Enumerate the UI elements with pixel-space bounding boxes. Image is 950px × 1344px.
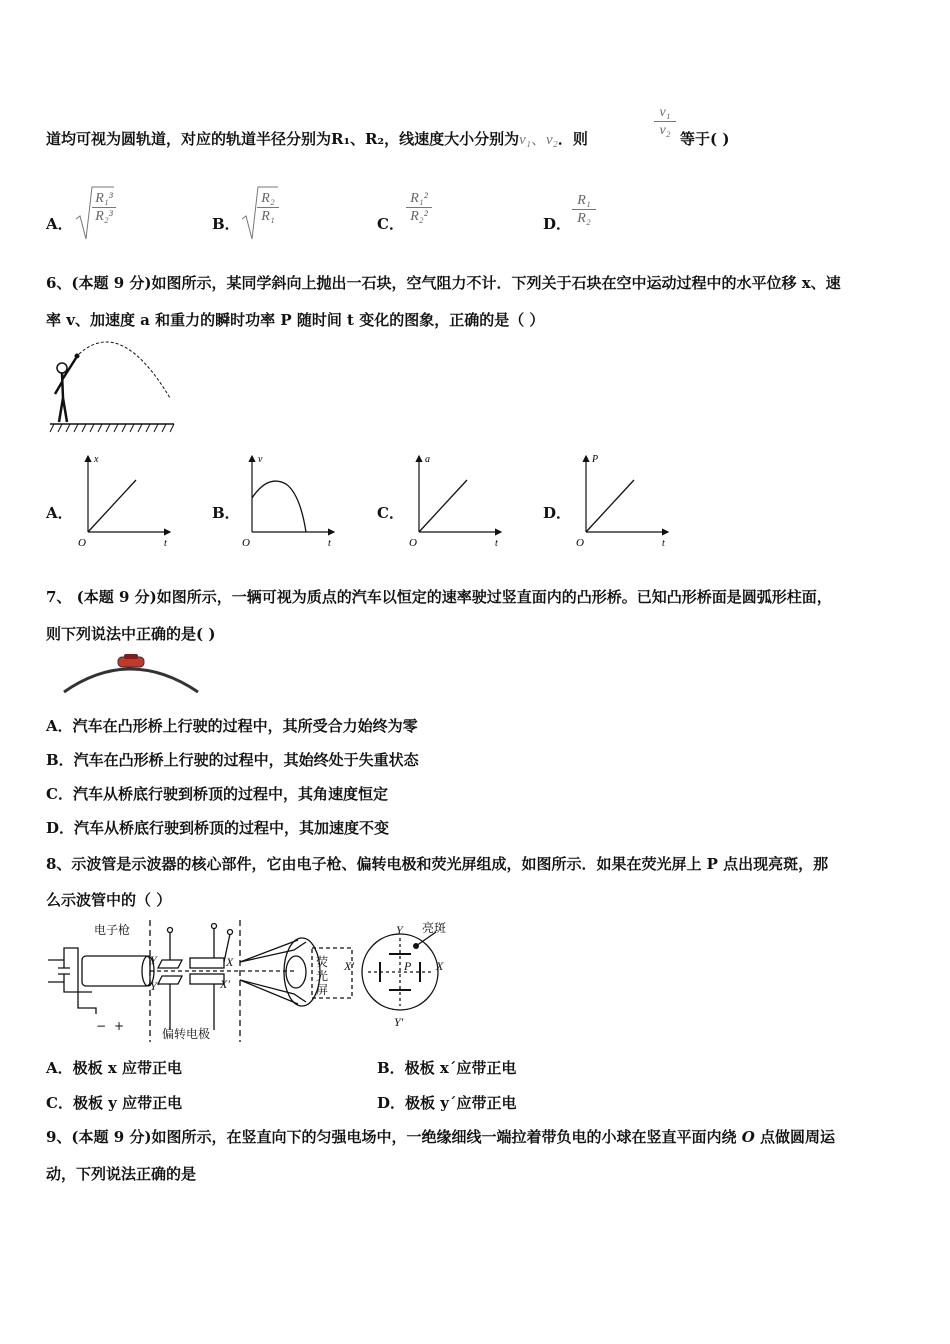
graph-c-x-axis: t xyxy=(495,538,498,549)
q9-line2: 动，下列说法正确的是 xyxy=(46,1165,197,1183)
graph-b-origin: O xyxy=(242,537,250,549)
q5-option-c-fraction xyxy=(406,190,432,225)
q6-graph-d xyxy=(574,450,674,550)
graph-d-line xyxy=(586,480,634,532)
label-screen-xp: X′ xyxy=(344,959,354,973)
label-screen-x: X xyxy=(436,959,444,973)
label-plus: + xyxy=(114,1019,125,1033)
q9-text-a: 9、(本题 9 分)如图所示，在竖直向下的匀强电场中，一绝缘细线一端拉着带负电的小球在竖直平面内绕 xyxy=(46,1128,742,1146)
q5-option-a-den: R₂³ xyxy=(92,207,116,225)
graph-a-y-axis: x xyxy=(94,454,99,465)
q6-line2: 率 v、加速度 a 和重力的瞬时功率 P 随时间 t 变化的图象，正确的是（ ） xyxy=(46,311,545,329)
label-minus: − xyxy=(96,1019,107,1033)
q8-option-a[interactable]: A．极板 x 应带正电 xyxy=(46,1059,183,1077)
q8-line2: 么示波管中的（ ） xyxy=(46,891,172,909)
label-gun: 电子枪 xyxy=(94,923,131,937)
q5-option-b-fraction xyxy=(257,190,279,225)
q5-text-line xyxy=(46,128,588,149)
q8-line1: 8、示波管是示波器的核心部件，它由电子枪、偏转电极和荧光屏组成，如图所示．如果在荧光屏上 P 点出现亮斑，那 xyxy=(46,855,829,873)
graph-b-curve xyxy=(252,481,306,532)
q5-ratio-num: v₁ xyxy=(659,105,671,120)
person-head xyxy=(57,363,67,373)
q5-option-d-num: R₁ xyxy=(577,193,591,208)
q8-option-d[interactable]: D．极板 y´应带正电 xyxy=(377,1094,517,1112)
q8-option-c[interactable]: C．极板 y 应带正电 xyxy=(46,1094,183,1112)
graph-d-x-axis: t xyxy=(662,538,665,549)
q5-sep: 、 xyxy=(530,130,546,148)
q7-option-b[interactable]: B．汽车在凸形桥上行驶的过程中，其始终处于失重状态 xyxy=(46,751,419,769)
q7-option-a[interactable]: A．汽车在凸形桥上行驶的过程中，其所受合力始终为零 xyxy=(46,717,418,735)
label-deflect: 偏转电极 xyxy=(162,1027,211,1041)
graph-d-y-axis: P xyxy=(592,454,599,465)
graph-c-line xyxy=(419,480,467,532)
q5-option-c-den: R₂² xyxy=(406,207,432,225)
q9-text-b: 点做圆周运 xyxy=(754,1128,836,1146)
graph-c-y-axis: a xyxy=(425,454,430,465)
label-screen-2: 光 xyxy=(316,969,329,983)
q6-graph-b-label[interactable]: B． xyxy=(212,504,240,522)
q5-then: ．则 xyxy=(557,130,588,148)
q9-line1 xyxy=(46,1126,835,1147)
label-spot: 亮斑 xyxy=(422,921,447,935)
q5-option-b-num: R₂ xyxy=(261,191,275,206)
q9-point-o: O xyxy=(741,1128,755,1146)
q6-graph-c xyxy=(407,450,507,550)
q6-graph-b xyxy=(240,450,340,550)
q7-line1: 7、 (本题 9 分)如图所示，一辆可视为质点的汽车以恒定的速率驶过竖直面内的凸形桥。已知凸形桥面是圆弧形柱面， xyxy=(46,588,832,606)
q5-option-b-label[interactable]: B． xyxy=(212,215,240,233)
q5-text: 道均可视为圆轨道，对应的轨道半径分别为R₁、R₂，线速度大小分别为 xyxy=(46,130,520,148)
label-screen-y: Y xyxy=(396,923,403,937)
label-plate-y: Y xyxy=(150,953,157,967)
graph-b-y-axis: v xyxy=(258,454,263,465)
q5-option-b-den: R₁ xyxy=(257,207,279,225)
q5-option-d-fraction xyxy=(572,192,596,227)
graph-a-line xyxy=(88,480,136,532)
q7-option-c[interactable]: C．汽车从桥底行驶到桥顶的过程中，其角速度恒定 xyxy=(46,785,388,803)
label-screen-1: 荧 xyxy=(316,955,329,969)
q5-option-d-label[interactable]: D． xyxy=(543,215,572,233)
graph-b-x-axis: t xyxy=(328,538,331,549)
q8-option-b[interactable]: B．极板 x´应带正电 xyxy=(377,1059,517,1077)
bright-spot xyxy=(413,943,419,949)
q5-velocity-ratio xyxy=(654,104,676,139)
q5-option-a-label[interactable]: A． xyxy=(46,215,73,233)
q6-graph-a-label[interactable]: A． xyxy=(46,504,73,522)
q5-v1: v₁ xyxy=(519,132,531,148)
q8-oscilloscope-diagram xyxy=(44,918,464,1043)
q5-option-a-fraction xyxy=(92,190,116,225)
stone xyxy=(75,354,80,359)
bridge-arc xyxy=(64,669,198,692)
q5-option-d-den: R₂ xyxy=(572,209,596,227)
q5-ask: 等于( ) xyxy=(680,130,730,148)
label-plate-yp: Y′ xyxy=(150,979,160,993)
q5-option-a-num: R₁³ xyxy=(95,191,113,206)
trajectory xyxy=(79,342,170,398)
label-plate-xp: X′ xyxy=(220,977,230,991)
q6-graph-a xyxy=(76,450,176,550)
label-screen-3: 屏 xyxy=(316,983,329,997)
q7-line2: 则下列说法中正确的是( ) xyxy=(46,625,216,643)
q6-graph-d-label[interactable]: D． xyxy=(543,504,572,522)
graph-a-origin: O xyxy=(78,537,86,549)
q6-graph-c-label[interactable]: C． xyxy=(377,504,404,522)
q5-ratio-den: v₂ xyxy=(654,121,676,139)
q5-v2: v₂ xyxy=(545,132,558,148)
q6-throwing-figure xyxy=(46,336,186,436)
q6-line1: 6、(本题 9 分)如图所示，某同学斜向上抛出一石块，空气阻力不计．下列关于石块在空中运动过程中的水平位移 x、速 xyxy=(46,274,841,292)
q5-option-c-label[interactable]: C． xyxy=(377,215,404,233)
graph-d-origin: O xyxy=(576,537,584,549)
label-plate-x: X xyxy=(226,955,234,969)
q7-bridge-figure xyxy=(60,650,210,700)
graph-c-origin: O xyxy=(409,537,417,549)
q7-option-d[interactable]: D．汽车从桥底行驶到桥顶的过程中，其加速度不变 xyxy=(46,819,390,837)
label-point-p: P xyxy=(404,959,412,973)
label-screen-yp: Y′ xyxy=(394,1015,404,1029)
graph-a-x-axis: t xyxy=(164,538,167,549)
q5-option-c-num: R₁² xyxy=(410,191,428,206)
